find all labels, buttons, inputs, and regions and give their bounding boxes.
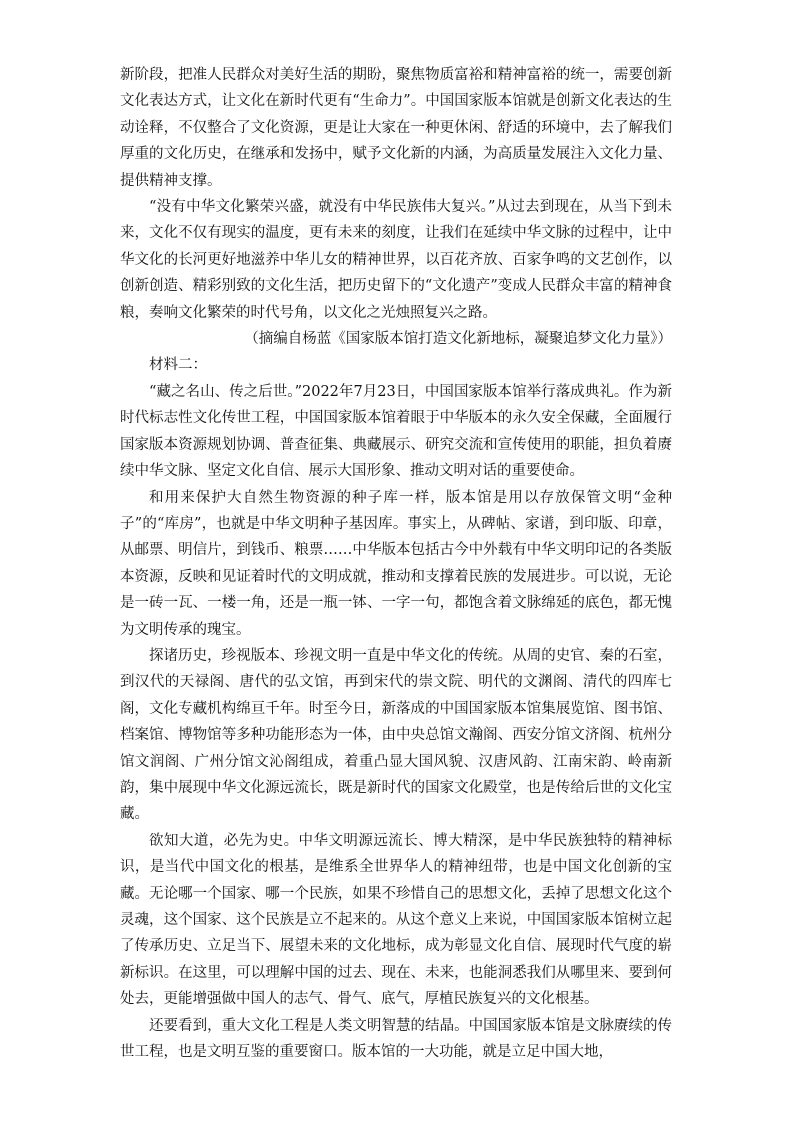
paragraph-quote-revival: “没有中华文化繁荣兴盛，就没有中华民族伟大复兴。”从过去到现在，从当下到未来，文化不仅有现实的温度，更有未来的刻度，让我们在延续中华文脉的过程中，让中华文化的长河更好地滋养中华儿女的精神世界，以百花齐放、百家争鸣的文艺创作，以创新创造、精彩别致的文化生活，把历史留下的“文化遗产”变成人民群众丰富的精神食粮，奏响文化繁荣的时代号角，以文化之光烛照复兴之路。 — [120, 199, 672, 321]
paragraph-great-way: 欲知大道，必先为史。中华文明源远流长、博大精深，是中华民族独特的精神标识，是当代中国文化的根基，是维系全世界华人的精神纽带，也是中国文化创新的宝藏。无论哪一个国家、哪一个民族，如果不珍惜自己的思想文化，丢掉了思想文化这个灵魂，这个国家、这个民族是立不起来的。从这个意义上来说，中国国家版本馆树立起了传承历史、立足当下、展望未来的文化地标，成为彰显文化自信、展现时代气度的崭新标识。在这里，可以理解中国的过去、现在、未来，也能洞悉我们从哪里来、要到何处去，更能增强做中国人的志气、骨气、底气，厚植民族复兴的文化根基。 — [120, 832, 672, 1008]
paragraph-intro: 新阶段，把准人民群众对美好生活的期盼，聚焦物质富裕和精神富裕的统一，需要创新文化表达方式，让文化在新时代更有“生命力”。中国国家版本馆就是创新文化表达的生动诠释，不仅整合了文化资源，更是让大家在一种更休闲、舒适的环境中，去了解我们厚重的文化历史，在继承和发扬中，赋予文化新的内涵，为高质量发展注入文化力量、提供精神支撑。 — [120, 67, 672, 189]
paragraph-seed-bank: 和用来保护大自然生物资源的种子库一样，版本馆是用以存放保管文明“金种子”的“库房”，也就是中华文明种子基因库。事实上，从碑帖、家谱，到印版、印章，从邮票、明信片，到钱币、粮票……中华版本包括古今中外载有中华文明印记的各类版本资源，反映和见证着时代的文明成就，推动和支撑着民族的发展进步。可以说，无论是一砖一瓦、一楼一角，还是一瓶一钵、一字一句，都饱含着文脉绵延的底色，都无愧为文明传承的瑰宝。 — [120, 489, 672, 638]
source-citation: （摘编自杨蓝《国家版本馆打造文化新地标，凝聚追梦文化力量》） — [244, 331, 672, 348]
paragraph-history: 探诸历史，珍视版本、珍视文明一直是中华文化的传统。从周的史官、秦的石室，到汉代的天禄阁、唐代的弘文馆，再到宋代的崇文院、明代的文渊阁、清代的四库七阁，文化专藏机构绵亘千年。时至今日，新落成的中国国家版本馆集展览馆、图书馆、档案馆、博物馆等多种功能形态为一体，由中央总馆文瀚阁、西安分馆文济阁、杭州分馆文润阁、广州分馆文沁阁组成，着重凸显大国风貌、汉唐风韵、江南宋韵、岭南新韵，集中展现中华文化源远流长，既是新时代的国家文化殿堂，也是传给后世的文化宝藏。 — [120, 647, 672, 823]
document-body — [120, 62, 672, 1065]
material-two-heading: 材料二： — [149, 357, 207, 374]
paragraph-inauguration: “藏之名山、传之后世。”2022年7月23日，中国国家版本馆举行落成典礼。作为新时代标志性文化传世工程，中国国家版本馆着眼于中华版本的永久安全保藏，全面履行国家版本资源规划协调、普查征集、典藏展示、研究交流和宣传使用的职能，担负着赓续中华文脉、坚定文化自信、展示大国形象、推动文明对话的重要使命。 — [120, 383, 672, 480]
paragraph-civilization-window: 还要看到，重大文化工程是人类文明智慧的结晶。中国国家版本馆是文脉赓续的传世工程，也是文明互鉴的重要窗口。版本馆的一大功能，就是立足中国大地， — [120, 1017, 672, 1061]
